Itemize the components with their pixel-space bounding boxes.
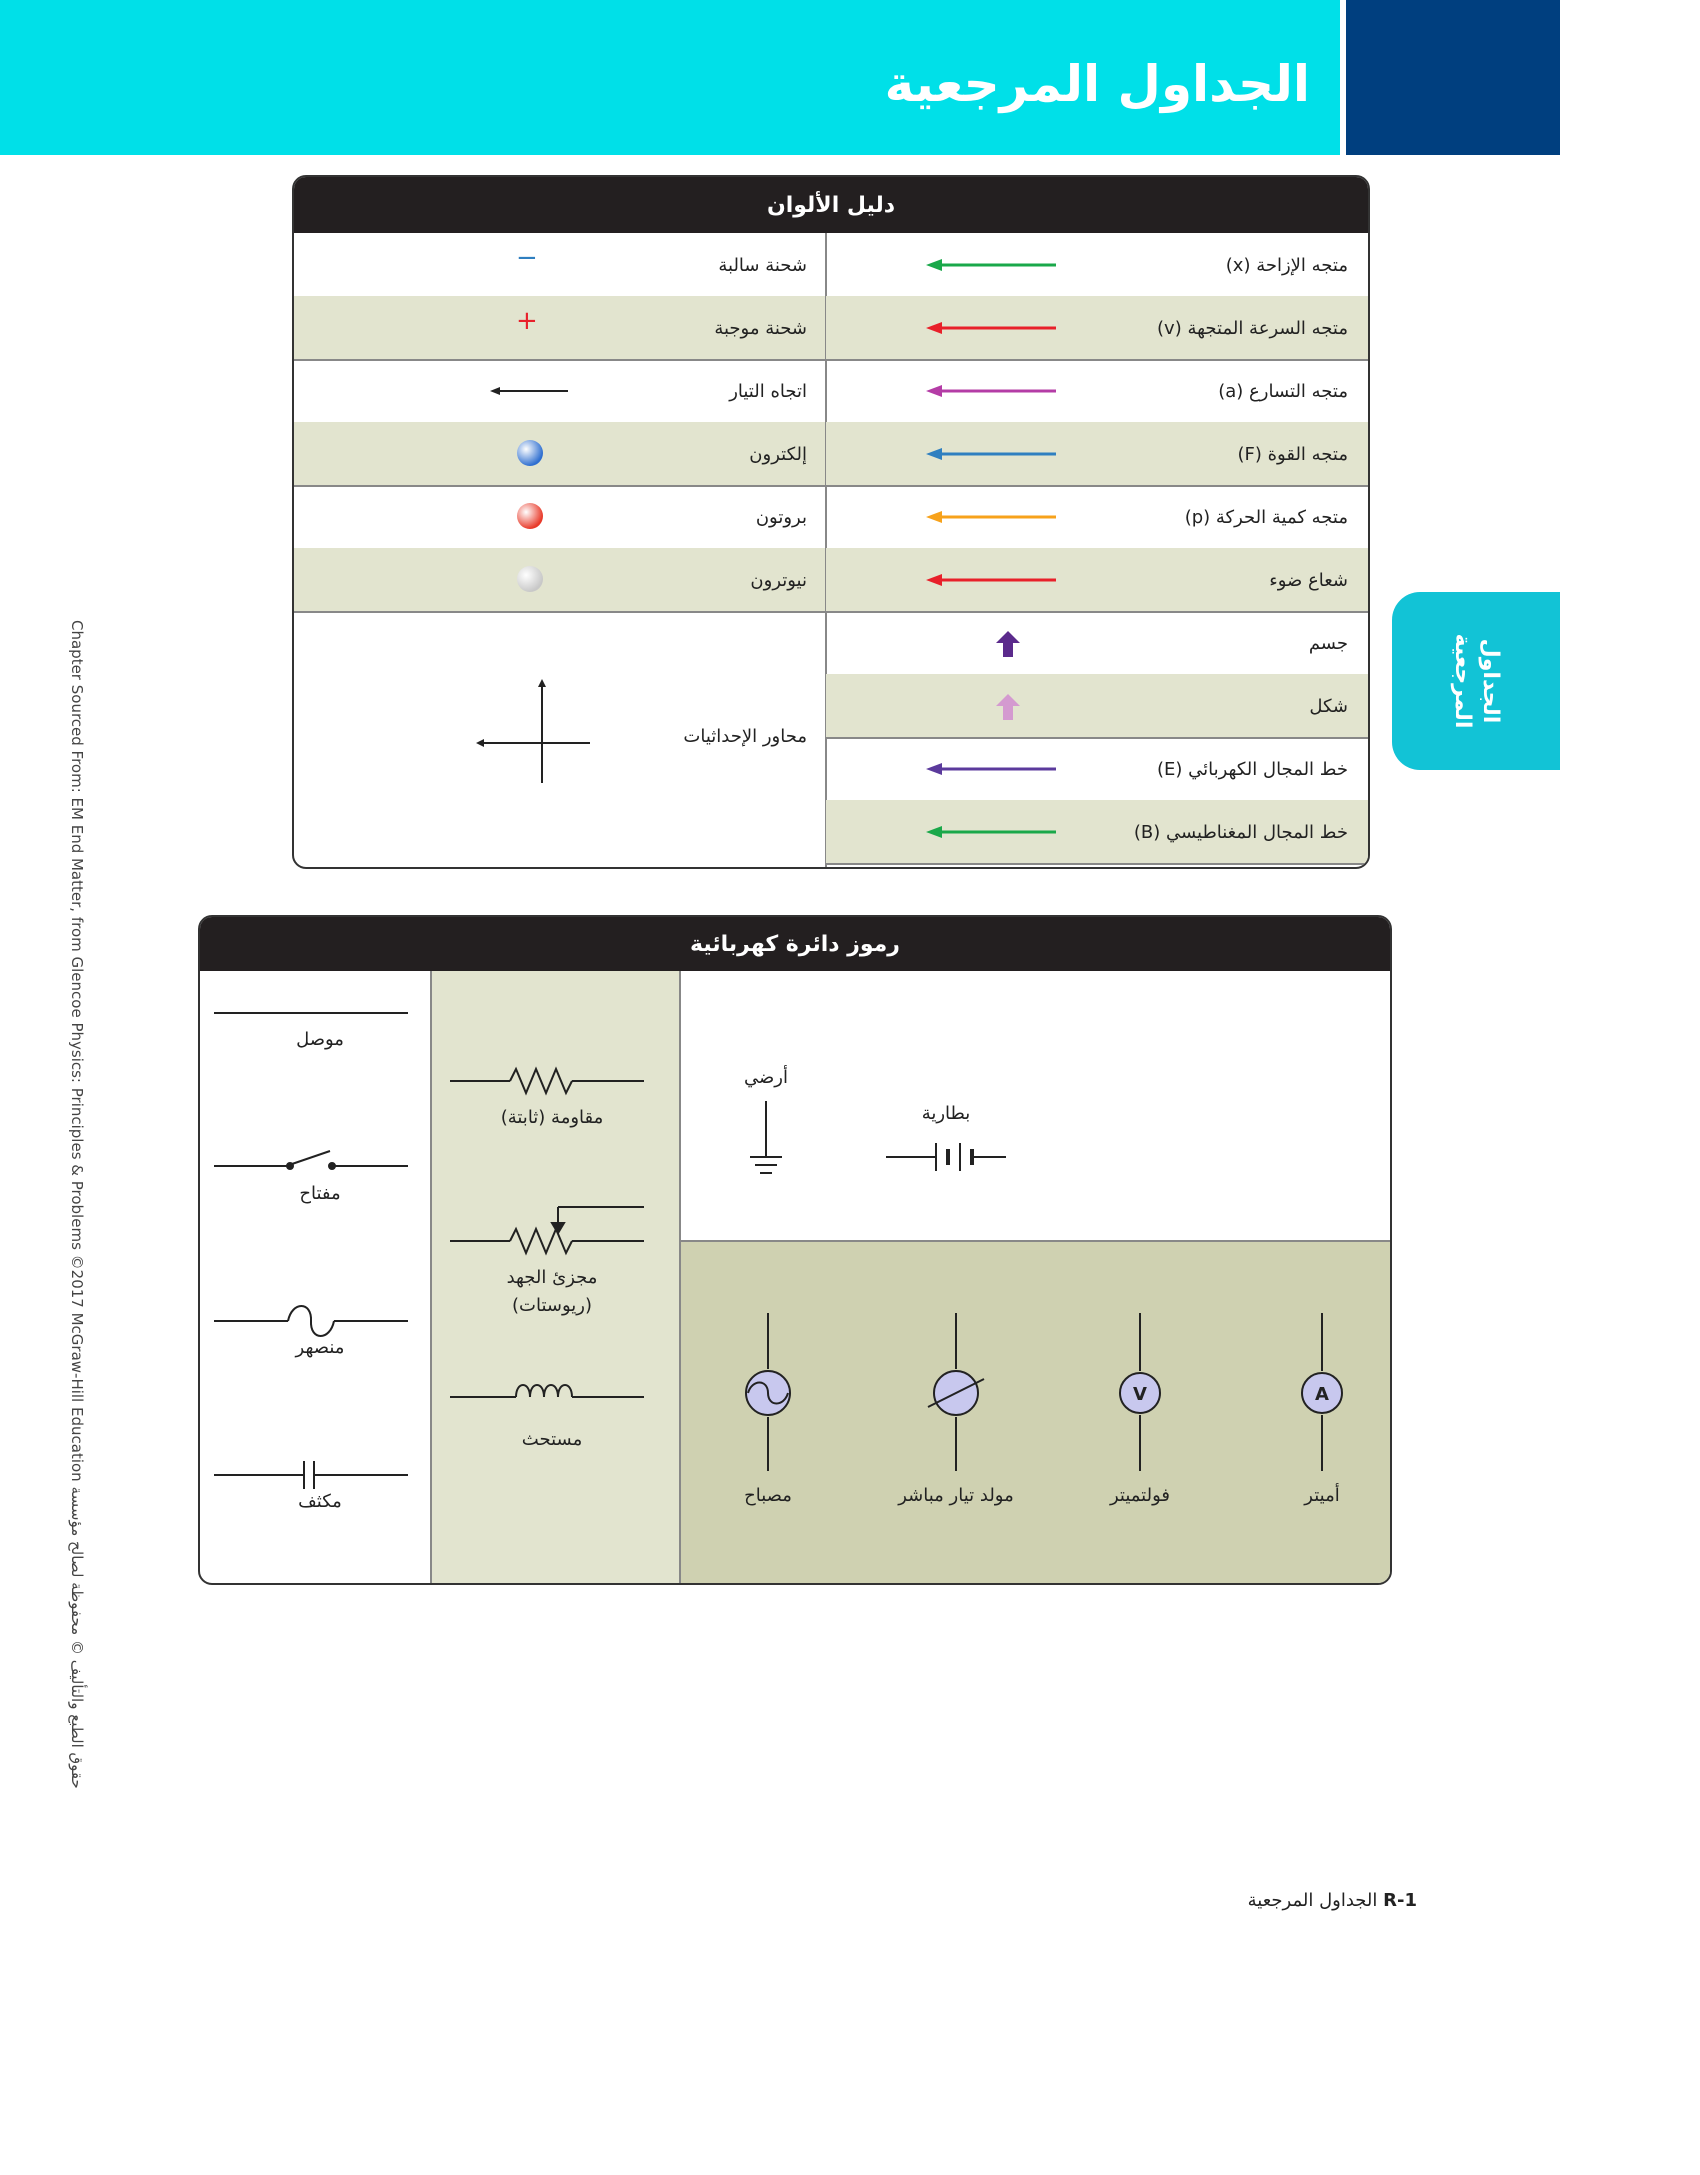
color-guide-right-label: شعاع ضوء [1269,570,1348,591]
capacitor-label: مكثف [298,1491,342,1512]
color-guide-left-label: اتجاه التيار [729,381,807,402]
color-guide-row-left [294,548,825,613]
color-guide-row-left [294,422,825,487]
positive-charge-icon: + [516,306,538,336]
vector-arrow-icon [896,361,1056,421]
color-guide-row-right [826,548,1368,613]
color-guide-left-label: شحنة موجبة [714,318,807,339]
color-guide-row-right [826,800,1368,865]
ground-label: أرضي [744,1067,788,1088]
color-guide-table [292,175,1370,869]
footer-text: الجداول المرجعية [1247,1890,1378,1911]
color-guide-row-right [826,611,1368,676]
vector-arrow-icon [896,235,1056,295]
color-guide-right-label: خط المجال المغناطيسي (B) [1133,822,1348,843]
panel-meters [680,1241,1390,1583]
negative-charge-icon: − [516,243,538,273]
coordinate-axes-icon [472,673,602,793]
neutron-icon [510,550,550,610]
vector-arrow-icon [896,487,1056,547]
vector-arrow-icon [896,298,1056,358]
color-guide-right-label: خط المجال الكهربائي (E) [1156,759,1348,780]
page-footer [1248,1890,1435,1911]
voltmeter-letter: V [1133,1384,1147,1405]
color-guide-row-left [294,233,825,298]
vector-arrow-icon [896,802,1056,862]
color-guide-row-right [826,296,1368,361]
circuit-symbols-title: رموز دائرة كهربائية [200,917,1390,971]
color-guide-row-left [294,296,825,361]
potentiometer-label-1: مجزئ الجهد [506,1267,598,1288]
vector-arrow-icon [896,739,1056,799]
color-guide-left-label: بروتون [755,507,807,528]
color-guide-row-left [294,485,825,550]
battery-symbol [886,1143,1006,1171]
ground-symbol [750,1101,782,1173]
color-guide-row-right [826,233,1368,298]
current-direction-arrow-icon [486,361,576,421]
ammeter-label: أميتر [1304,1485,1340,1506]
vector-arrow-icon [896,550,1056,610]
color-guide-right-label: متجه القوة (F) [1237,444,1348,465]
side-tab-line1: الجداول [1478,638,1503,724]
color-guide-left-label: نيوترون [750,570,807,591]
side-tab-label [1448,597,1504,765]
color-guide-right-label: متجه الإزاحة (x) [1225,255,1348,276]
color-guide-row-right [826,485,1368,550]
shape-arrow-icon [896,613,1056,673]
color-guide-row-right [826,737,1368,802]
fuse-symbol [214,1306,408,1336]
vector-arrow-icon [896,424,1056,484]
color-guide-row-left [294,359,825,424]
color-guide-right-label: جسم [1308,633,1348,654]
battery-label: بطارية [921,1103,971,1124]
color-guide-right-label: شكل [1309,696,1348,717]
side-tab[interactable] [1392,592,1560,770]
fuse-label: منصهر [295,1337,345,1358]
side-tab-line2: المرجعية [1450,633,1475,729]
voltmeter-label: فولتميتر [1109,1485,1171,1506]
capacitor-symbol [214,1461,408,1489]
color-guide-title: دليل الألوان [294,177,1368,233]
color-guide-left-label: محاور الإحداثيات [683,726,807,747]
lamp-label: مصباح [744,1485,792,1506]
color-guide-row-right [826,422,1368,487]
conductor-label: موصل [296,1029,344,1050]
potentiometer-label-2: (ريوستات) [512,1295,592,1316]
color-guide-row-right [826,359,1368,424]
resistor-label: مقاومة (ثابتة) [500,1107,604,1128]
color-guide-left-label: إلكترون [749,444,807,465]
page-title: الجداول المرجعية [884,55,1310,113]
color-guide-right-label: متجه السرعة المتجهة (v) [1157,318,1348,339]
color-guide-right-label: متجه التسارع (a) [1218,381,1348,402]
shape-arrow-icon [896,676,1056,736]
header-dark-block [1346,0,1560,155]
credit-line [56,620,96,1840]
color-guide-row-right [826,674,1368,739]
switch-label: مفتاح [299,1183,341,1204]
proton-icon [510,487,550,547]
electron-icon [510,424,550,484]
page-number: R-1 [1383,1890,1417,1911]
color-guide-left-label: شحنة سالبة [718,255,807,276]
color-guide-right-label: متجه كمية الحركة (p) [1184,507,1348,528]
inductor-label: مستحث [521,1429,583,1450]
credit-text: Chapter Sourced From: EM End Matter, from Glencoe Physics: Principles & Problems ©2017 McGraw-Hill Education حقوق الطبع والتأليف © محفوظة لصالح مؤسسة [68,620,86,1789]
color-guide-row-left [294,611,825,867]
circuit-symbols-table [198,915,1392,1585]
ammeter-letter: A [1315,1384,1329,1405]
dc-generator-label: مولد تيار مباشر [898,1485,1014,1506]
switch-symbol [214,1151,408,1169]
